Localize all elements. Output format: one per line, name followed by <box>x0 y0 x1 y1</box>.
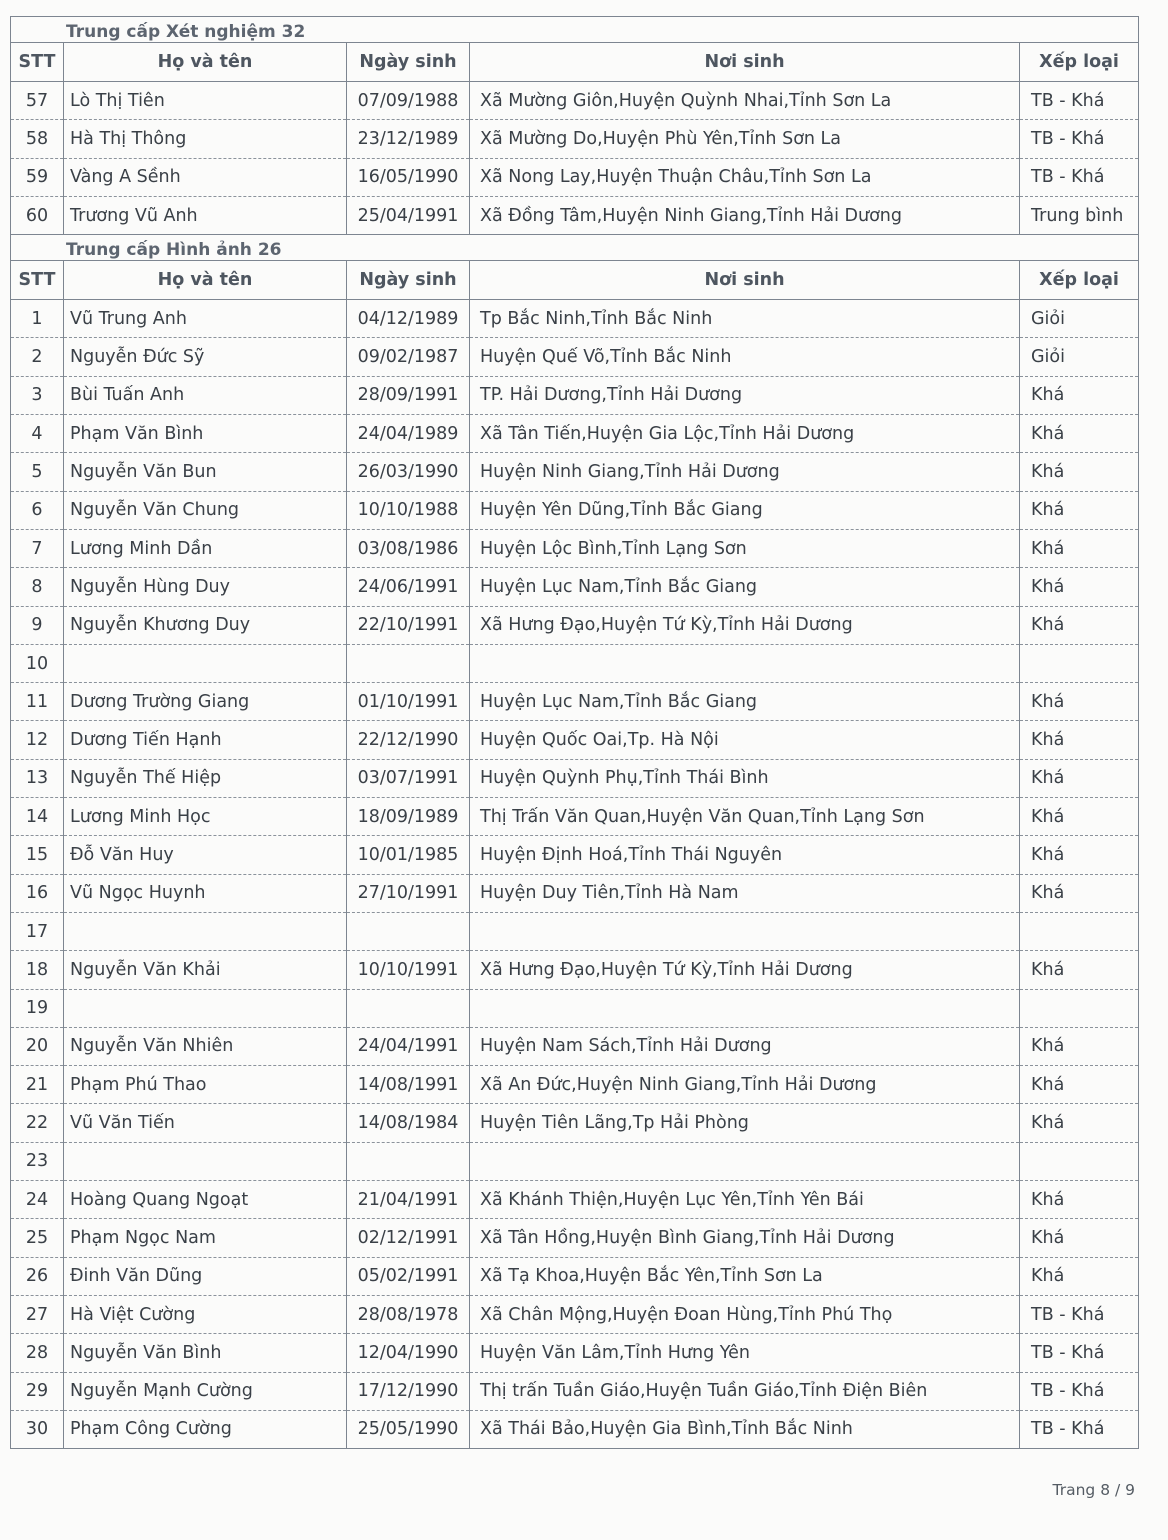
cell-stt: 11 <box>11 683 64 721</box>
cell-name: Đỗ Văn Huy <box>64 836 347 874</box>
cell-grade: Khá <box>1020 376 1139 414</box>
cell-grade <box>1020 1142 1139 1180</box>
cell-place: Thị Trấn Văn Quan,Huyện Văn Quan,Tỉnh Lạng Sơn <box>470 798 1020 836</box>
table-row <box>11 1104 1139 1142</box>
cell-stt: 25 <box>11 1219 64 1257</box>
header-grade: Xếp loại <box>1020 261 1139 300</box>
cell-place: Xã Chân Mộng,Huyện Đoan Hùng,Tỉnh Phú Thọ <box>470 1295 1020 1333</box>
cell-name: Nguyễn Khương Duy <box>64 606 347 644</box>
cell-dob <box>347 912 470 950</box>
cell-grade <box>1020 644 1139 682</box>
cell-dob: 24/06/1991 <box>347 568 470 606</box>
cell-grade: TB - Khá <box>1020 158 1139 196</box>
cell-name: Nguyễn Thế Hiệp <box>64 759 347 797</box>
cell-dob <box>347 1142 470 1180</box>
cell-dob <box>347 989 470 1027</box>
table-row <box>11 338 1139 376</box>
cell-dob: 24/04/1991 <box>347 1027 470 1065</box>
cell-stt: 3 <box>11 376 64 414</box>
cell-stt: 26 <box>11 1257 64 1295</box>
cell-dob: 26/03/1990 <box>347 453 470 491</box>
cell-place: Xã An Đức,Huyện Ninh Giang,Tỉnh Hải Dương <box>470 1066 1020 1104</box>
cell-dob: 02/12/1991 <box>347 1219 470 1257</box>
cell-grade: Khá <box>1020 951 1139 989</box>
cell-name: Bùi Tuấn Anh <box>64 376 347 414</box>
cell-stt: 9 <box>11 606 64 644</box>
cell-place: Huyện Lộc Bình,Tỉnh Lạng Sơn <box>470 529 1020 567</box>
table-row <box>11 1334 1139 1372</box>
table-row <box>11 158 1139 196</box>
cell-place: Huyện Yên Dũng,Tỉnh Bắc Giang <box>470 491 1020 529</box>
cell-name: Vàng A Sềnh <box>64 158 347 196</box>
cell-stt: 58 <box>11 120 64 158</box>
cell-place: Xã Tạ Khoa,Huyện Bắc Yên,Tỉnh Sơn La <box>470 1257 1020 1295</box>
cell-name <box>64 989 347 1027</box>
cell-name: Vũ Ngọc Huynh <box>64 874 347 912</box>
cell-dob: 25/05/1990 <box>347 1410 470 1448</box>
cell-place: Xã Thái Bảo,Huyện Gia Bình,Tỉnh Bắc Ninh <box>470 1410 1020 1448</box>
header-dob: Ngày sinh <box>347 261 470 300</box>
cell-stt: 18 <box>11 951 64 989</box>
cell-grade: Khá <box>1020 798 1139 836</box>
cell-grade: Khá <box>1020 759 1139 797</box>
table-row <box>11 836 1139 874</box>
table-row <box>11 951 1139 989</box>
cell-stt: 13 <box>11 759 64 797</box>
table-row <box>11 82 1139 120</box>
cell-place: Huyện Quốc Oai,Tp. Hà Nội <box>470 721 1020 759</box>
table-row <box>11 874 1139 912</box>
cell-name: Lương Minh Học <box>64 798 347 836</box>
cell-name: Nguyễn Hùng Duy <box>64 568 347 606</box>
cell-name: Nguyễn Văn Bình <box>64 1334 347 1372</box>
cell-stt: 27 <box>11 1295 64 1333</box>
header-dob: Ngày sinh <box>347 43 470 82</box>
table-row <box>11 1410 1139 1448</box>
table-row <box>11 1219 1139 1257</box>
header-name: Họ và tên <box>64 43 347 82</box>
table-row <box>11 644 1139 682</box>
cell-dob: 03/07/1991 <box>347 759 470 797</box>
cell-grade: Khá <box>1020 874 1139 912</box>
section-title: Trung cấp Xét nghiệm 32 <box>11 17 1139 43</box>
header-stt: STT <box>11 43 64 82</box>
cell-place: Xã Mường Do,Huyện Phù Yên,Tỉnh Sơn La <box>470 120 1020 158</box>
cell-dob: 10/01/1985 <box>347 836 470 874</box>
table-row <box>11 759 1139 797</box>
cell-stt: 4 <box>11 415 64 453</box>
cell-name: Nguyễn Văn Chung <box>64 491 347 529</box>
cell-place: Huyện Văn Lâm,Tỉnh Hưng Yên <box>470 1334 1020 1372</box>
cell-name: Lò Thị Tiên <box>64 82 347 120</box>
cell-name: Đinh Văn Dũng <box>64 1257 347 1295</box>
table-row <box>11 683 1139 721</box>
cell-place: Huyện Định Hoá,Tỉnh Thái Nguyên <box>470 836 1020 874</box>
cell-stt: 22 <box>11 1104 64 1142</box>
cell-grade <box>1020 989 1139 1027</box>
cell-place: Thị trấn Tuần Giáo,Huyện Tuần Giáo,Tỉnh Điện Biên <box>470 1372 1020 1410</box>
cell-name: Dương Trường Giang <box>64 683 347 721</box>
cell-stt: 5 <box>11 453 64 491</box>
cell-place: Huyện Lục Nam,Tỉnh Bắc Giang <box>470 568 1020 606</box>
cell-grade: Khá <box>1020 1219 1139 1257</box>
cell-dob: 10/10/1991 <box>347 951 470 989</box>
cell-stt: 12 <box>11 721 64 759</box>
cell-name: Phạm Ngọc Nam <box>64 1219 347 1257</box>
table-row <box>11 912 1139 950</box>
cell-name: Nguyễn Văn Nhiên <box>64 1027 347 1065</box>
cell-dob: 24/04/1989 <box>347 415 470 453</box>
cell-grade: Khá <box>1020 415 1139 453</box>
cell-grade: TB - Khá <box>1020 1334 1139 1372</box>
cell-stt: 19 <box>11 989 64 1027</box>
cell-grade: TB - Khá <box>1020 1372 1139 1410</box>
cell-dob: 28/08/1978 <box>347 1295 470 1333</box>
cell-place: Xã Nong Lay,Huyện Thuận Châu,Tỉnh Sơn La <box>470 158 1020 196</box>
cell-stt: 24 <box>11 1181 64 1219</box>
cell-place <box>470 912 1020 950</box>
table-row <box>11 1181 1139 1219</box>
cell-name: Nguyễn Mạnh Cường <box>64 1372 347 1410</box>
cell-stt: 29 <box>11 1372 64 1410</box>
table-row <box>11 1295 1139 1333</box>
cell-place: Huyện Quế Võ,Tỉnh Bắc Ninh <box>470 338 1020 376</box>
cell-stt: 8 <box>11 568 64 606</box>
cell-stt: 23 <box>11 1142 64 1180</box>
table-row <box>11 529 1139 567</box>
header-name: Họ và tên <box>64 261 347 300</box>
cell-name: Hà Thị Thông <box>64 120 347 158</box>
cell-name: Trương Vũ Anh <box>64 196 347 234</box>
cell-grade: TB - Khá <box>1020 82 1139 120</box>
cell-name: Phạm Công Cường <box>64 1410 347 1448</box>
cell-dob: 07/09/1988 <box>347 82 470 120</box>
cell-stt: 14 <box>11 798 64 836</box>
cell-dob: 10/10/1988 <box>347 491 470 529</box>
cell-dob <box>347 644 470 682</box>
cell-place: Huyện Ninh Giang,Tỉnh Hải Dương <box>470 453 1020 491</box>
cell-place <box>470 644 1020 682</box>
table-row <box>11 1027 1139 1065</box>
cell-stt: 1 <box>11 300 64 338</box>
table-row <box>11 415 1139 453</box>
cell-name: Hoàng Quang Ngoạt <box>64 1181 347 1219</box>
cell-name: Nguyễn Đức Sỹ <box>64 338 347 376</box>
cell-grade: Khá <box>1020 836 1139 874</box>
cell-place: Tp Bắc Ninh,Tỉnh Bắc Ninh <box>470 300 1020 338</box>
cell-name: Hà Việt Cường <box>64 1295 347 1333</box>
table-row <box>11 376 1139 414</box>
cell-place: Xã Khánh Thiện,Huyện Lục Yên,Tỉnh Yên Bái <box>470 1181 1020 1219</box>
cell-place: Huyện Duy Tiên,Tỉnh Hà Nam <box>470 874 1020 912</box>
cell-stt: 17 <box>11 912 64 950</box>
cell-dob: 12/04/1990 <box>347 1334 470 1372</box>
section-title-row <box>11 17 1139 43</box>
cell-dob: 09/02/1987 <box>347 338 470 376</box>
cell-dob: 23/12/1989 <box>347 120 470 158</box>
cell-dob: 03/08/1986 <box>347 529 470 567</box>
cell-grade: Khá <box>1020 1181 1139 1219</box>
cell-place: Xã Hưng Đạo,Huyện Tứ Kỳ,Tỉnh Hải Dương <box>470 606 1020 644</box>
cell-grade: Khá <box>1020 1066 1139 1104</box>
cell-stt: 16 <box>11 874 64 912</box>
cell-name: Phạm Phú Thao <box>64 1066 347 1104</box>
table-header-row <box>11 261 1139 300</box>
table-row <box>11 196 1139 234</box>
cell-stt: 6 <box>11 491 64 529</box>
cell-grade: Khá <box>1020 453 1139 491</box>
cell-stt: 7 <box>11 529 64 567</box>
table-row <box>11 1142 1139 1180</box>
cell-name: Nguyễn Văn Khải <box>64 951 347 989</box>
cell-place: Xã Tân Hồng,Huyện Bình Giang,Tỉnh Hải Dương <box>470 1219 1020 1257</box>
table-row <box>11 568 1139 606</box>
table-row <box>11 606 1139 644</box>
table-row <box>11 721 1139 759</box>
cell-place: Huyện Lục Nam,Tỉnh Bắc Giang <box>470 683 1020 721</box>
cell-stt: 30 <box>11 1410 64 1448</box>
cell-grade: Khá <box>1020 1257 1139 1295</box>
cell-stt: 20 <box>11 1027 64 1065</box>
cell-stt: 57 <box>11 82 64 120</box>
cell-grade: Khá <box>1020 491 1139 529</box>
cell-grade: TB - Khá <box>1020 120 1139 158</box>
cell-grade: Khá <box>1020 606 1139 644</box>
cell-grade: Khá <box>1020 1027 1139 1065</box>
cell-name: Phạm Văn Bình <box>64 415 347 453</box>
cell-dob: 17/12/1990 <box>347 1372 470 1410</box>
cell-place <box>470 1142 1020 1180</box>
cell-dob: 28/09/1991 <box>347 376 470 414</box>
cell-name <box>64 644 347 682</box>
cell-stt: 59 <box>11 158 64 196</box>
table-row <box>11 989 1139 1027</box>
cell-dob: 05/02/1991 <box>347 1257 470 1295</box>
cell-grade: Giỏi <box>1020 338 1139 376</box>
cell-name: Nguyễn Văn Bun <box>64 453 347 491</box>
cell-name: Dương Tiến Hạnh <box>64 721 347 759</box>
cell-place: Huyện Tiên Lãng,Tp Hải Phòng <box>470 1104 1020 1142</box>
cell-dob: 01/10/1991 <box>347 683 470 721</box>
cell-place: Xã Đồng Tâm,Huyện Ninh Giang,Tỉnh Hải Dương <box>470 196 1020 234</box>
header-place: Nơi sinh <box>470 261 1020 300</box>
table-row <box>11 453 1139 491</box>
cell-grade: Khá <box>1020 683 1139 721</box>
table-row <box>11 300 1139 338</box>
cell-dob: 25/04/1991 <box>347 196 470 234</box>
table-row <box>11 798 1139 836</box>
cell-dob: 27/10/1991 <box>347 874 470 912</box>
student-results-table <box>10 16 1139 1449</box>
cell-dob: 14/08/1984 <box>347 1104 470 1142</box>
cell-grade: TB - Khá <box>1020 1410 1139 1448</box>
table-row <box>11 491 1139 529</box>
cell-grade: Khá <box>1020 1104 1139 1142</box>
table-row <box>11 1066 1139 1104</box>
section-title-row <box>11 235 1139 261</box>
table-row <box>11 120 1139 158</box>
cell-dob: 16/05/1990 <box>347 158 470 196</box>
cell-place: Huyện Nam Sách,Tỉnh Hải Dương <box>470 1027 1020 1065</box>
cell-stt: 21 <box>11 1066 64 1104</box>
cell-grade: Khá <box>1020 568 1139 606</box>
cell-name: Vũ Văn Tiến <box>64 1104 347 1142</box>
cell-place <box>470 989 1020 1027</box>
cell-place: Xã Tân Tiến,Huyện Gia Lộc,Tỉnh Hải Dương <box>470 415 1020 453</box>
table-row <box>11 1372 1139 1410</box>
section-title: Trung cấp Hình ảnh 26 <box>11 235 1139 261</box>
header-place: Nơi sinh <box>470 43 1020 82</box>
cell-name: Lương Minh Dần <box>64 529 347 567</box>
table-row <box>11 1257 1139 1295</box>
cell-place: Huyện Quỳnh Phụ,Tỉnh Thái Bình <box>470 759 1020 797</box>
header-stt: STT <box>11 261 64 300</box>
cell-grade: TB - Khá <box>1020 1295 1139 1333</box>
cell-dob: 21/04/1991 <box>347 1181 470 1219</box>
cell-name <box>64 1142 347 1180</box>
cell-grade: Khá <box>1020 529 1139 567</box>
cell-stt: 15 <box>11 836 64 874</box>
cell-place: TP. Hải Dương,Tỉnh Hải Dương <box>470 376 1020 414</box>
cell-grade: Khá <box>1020 721 1139 759</box>
cell-place: Xã Hưng Đạo,Huyện Tứ Kỳ,Tỉnh Hải Dương <box>470 951 1020 989</box>
cell-dob: 18/09/1989 <box>347 798 470 836</box>
cell-grade <box>1020 912 1139 950</box>
header-grade: Xếp loại <box>1020 43 1139 82</box>
cell-stt: 60 <box>11 196 64 234</box>
cell-stt: 2 <box>11 338 64 376</box>
table-header-row <box>11 43 1139 82</box>
cell-grade: Trung bình <box>1020 196 1139 234</box>
cell-name: Vũ Trung Anh <box>64 300 347 338</box>
cell-dob: 04/12/1989 <box>347 300 470 338</box>
cell-place: Xã Mường Giôn,Huyện Quỳnh Nhai,Tỉnh Sơn La <box>470 82 1020 120</box>
cell-stt: 28 <box>11 1334 64 1372</box>
page-number: Trang 8 / 9 <box>1052 1481 1135 1499</box>
cell-dob: 14/08/1991 <box>347 1066 470 1104</box>
cell-dob: 22/12/1990 <box>347 721 470 759</box>
cell-stt: 10 <box>11 644 64 682</box>
cell-name <box>64 912 347 950</box>
cell-dob: 22/10/1991 <box>347 606 470 644</box>
cell-grade: Giỏi <box>1020 300 1139 338</box>
